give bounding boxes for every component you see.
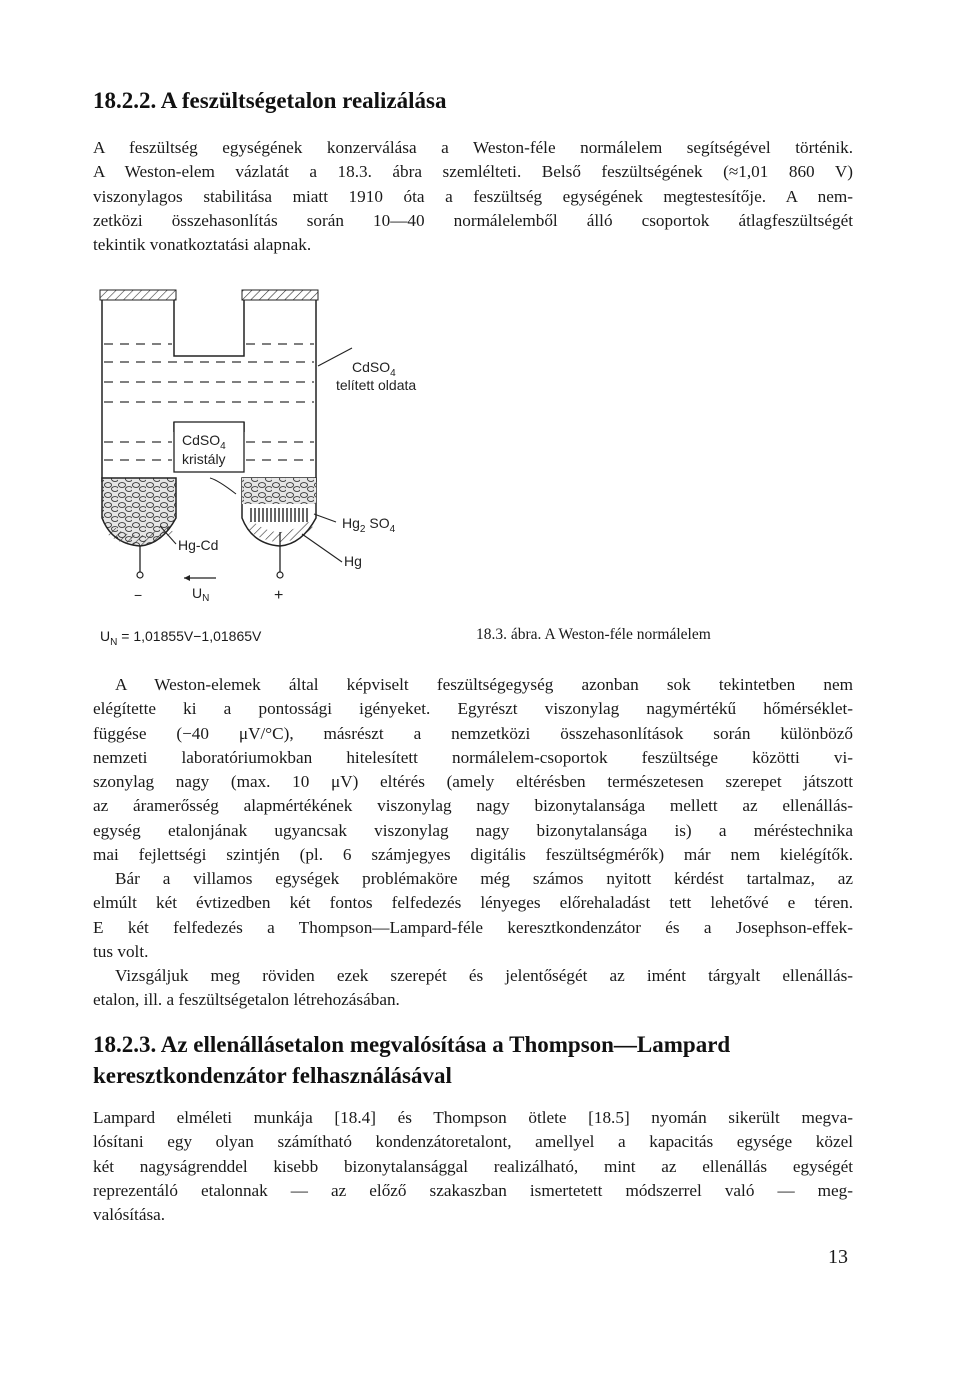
left-cap bbox=[100, 290, 176, 300]
text-line: egység etalonjának ugyancsak viszonylag nagy bizonytalansága is) a méréstechnika bbox=[93, 820, 853, 840]
section-heading-18-2-2: 18.2.2. A feszültségetalon realizálása bbox=[93, 88, 447, 113]
text-line: etalon, ill. a feszültségetalon létrehozásában. bbox=[93, 990, 400, 1010]
text-line: Lampard elméleti munkája [18.4] és Thompson ötlete [18.5] nyomán sikerült megva- bbox=[93, 1108, 853, 1127]
text-line: az áramerősség alapmértékének viszonylag nagy bizonytalansága mellett az ellenállás- bbox=[93, 796, 853, 816]
text-line: szonylag nagy (max. 10 μV) eltérés (amely eltérésben természetesen szerepet játszott bbox=[93, 772, 853, 792]
label-un: $U_N$ bbox=[192, 585, 210, 604]
leader-hg2so4 bbox=[314, 514, 336, 522]
text-line: Bár a villamos egységek problémaköre még számos nyitott kérdést tartalmaz, az bbox=[115, 869, 853, 888]
text-line: elmúlt két évtizedben két fontos felfedezés lényeges előrehaladást tett lehetővé e téren. bbox=[93, 893, 853, 913]
text-line: A feszültség egységének konzerválása a Weston-féle normálelem segítségével történik. bbox=[93, 138, 853, 157]
label-cdso4-crystal: CdSO$_4$ bbox=[182, 432, 226, 452]
text-line: lósítani egy olyan számítható kondenzátoretalont, amellyel a kapacitás egysége közel bbox=[93, 1132, 853, 1152]
paragraph-discoveries bbox=[93, 867, 853, 964]
un-voltage-range: $U_N = 1,01855V-1,01865V$ bbox=[100, 628, 262, 648]
text-line: valósítása. bbox=[93, 1205, 166, 1225]
paragraph-weston-limitations bbox=[93, 673, 853, 867]
un-arrow-head bbox=[184, 575, 190, 581]
text-line: A Weston-elem vázlatát a 18.3. ábra szemlélteti. Belső feszültségének (≈1,01 860 V) bbox=[93, 162, 853, 182]
label-kristaly: kristály bbox=[182, 451, 226, 467]
label-hg-cd: Hg-Cd bbox=[178, 537, 219, 553]
label-cdso4-solution: CdSO$_4$ bbox=[352, 359, 396, 379]
label-hg: Hg bbox=[344, 553, 362, 569]
section-heading-18-2-3-line1: 18.2.3. Az ellenállásetalon megvalósítása a Thompson—Lampard bbox=[93, 1032, 731, 1057]
right-cap bbox=[242, 290, 318, 300]
text-line: tekintik vonatkoztatási alapnak. bbox=[93, 235, 312, 255]
text-line: reprezentáló etalonnak — az előző szakaszban ismertetett módszerrel való — meg- bbox=[93, 1180, 853, 1200]
negative-terminal bbox=[137, 572, 143, 578]
text-line: nemzeti laboratóriumokban hitelesített normálelem-csoportok feszültsége közötti vi- bbox=[93, 747, 853, 767]
text-line: E két felfedezés a Thompson—Lampard-féle keresztkondenzátor és a Josephson-effek- bbox=[93, 917, 853, 937]
weston-cell-diagram bbox=[90, 282, 470, 612]
paragraph-lampard-thompson bbox=[93, 1106, 853, 1227]
leader-solution bbox=[318, 348, 352, 366]
leader-crystal bbox=[210, 478, 236, 494]
page-number: 13 bbox=[828, 1246, 848, 1268]
label-telitett-oldata: telített oldata bbox=[336, 377, 417, 393]
hg2so4-layer bbox=[242, 478, 316, 504]
label-plus: + bbox=[274, 587, 284, 604]
positive-terminal bbox=[277, 572, 283, 578]
paragraph-intro bbox=[93, 136, 853, 257]
text-line: A Weston-elemek által képviselt feszültségegység azonban sok tekintetben nem bbox=[115, 675, 853, 694]
label-minus: − bbox=[134, 587, 143, 603]
text-line: zetközi összehasonlítás során 10—40 normálelemből álló csoportok átlagfeszültségét bbox=[93, 210, 853, 230]
text-line: mai fejlettségi szintjén (pl. 6 számjegyes digitális feszültségmérők) már nem kielégítők. bbox=[93, 845, 853, 865]
text-line: Vizsgáljuk meg röviden ezek szerepét és jelentőségét az imént tárgyalt ellenállás- bbox=[115, 966, 853, 985]
text-line: tus volt. bbox=[93, 941, 149, 961]
hg-paste-layer bbox=[250, 508, 308, 522]
text-line: viszonylagos stabilitása miatt 1910 óta a feszültség egységének megtestesítője. A nem- bbox=[93, 186, 853, 206]
section-heading-18-2-3-line2: keresztkondenzátor felhasználásával bbox=[93, 1063, 452, 1088]
text-line: elégítette ki a pontossági igényeket. Egyrészt viszonylag nagymértékű hőmérséklet- bbox=[93, 699, 853, 719]
text-line: függése (−40 μV/°C), másrészt a nemzetközi összehasonlítások során különböző bbox=[93, 723, 853, 743]
figure-caption: 18.3. ábra. A Weston-féle normálelem bbox=[476, 626, 711, 643]
leader-hg bbox=[302, 534, 342, 562]
label-hg2so4: $Hg_2$ $SO_4$ bbox=[342, 515, 396, 535]
text-line: két nagyságrenddel kisebb bizonytalansággal realizálható, mint az ellenállás egységét bbox=[93, 1156, 853, 1176]
paragraph-overview bbox=[93, 964, 853, 1013]
